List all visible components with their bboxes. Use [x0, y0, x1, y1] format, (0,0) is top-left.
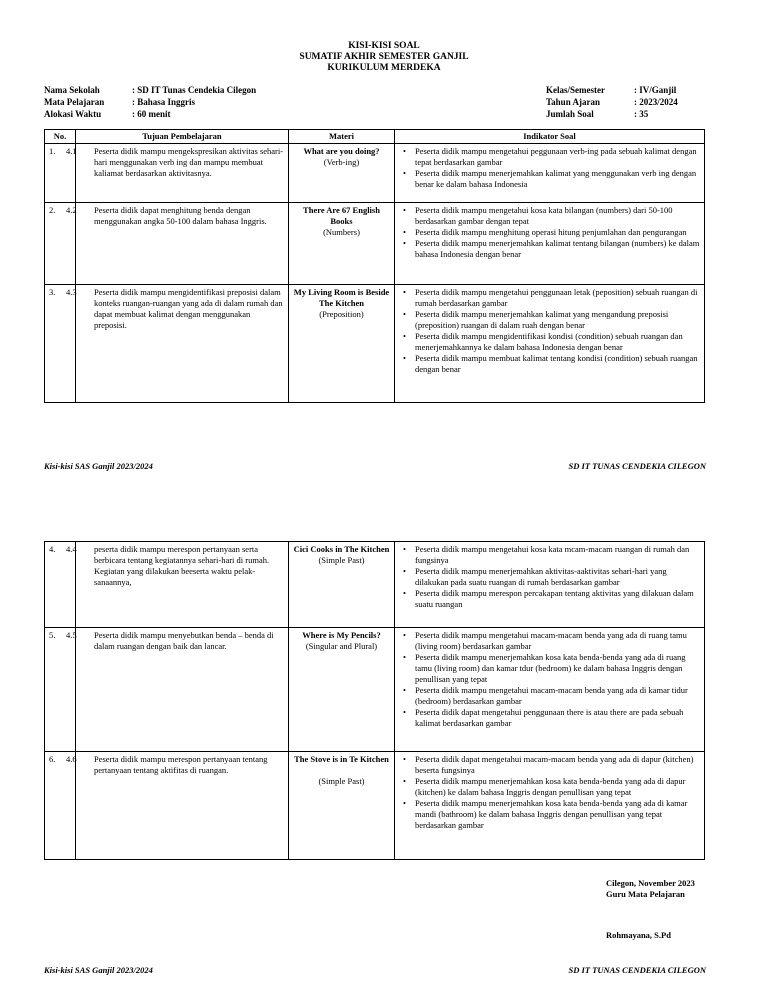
- tujuan-text: Peserta didik mampu mengekspresikan aktivitas sehari-hari menggunakan verb ing dan mampu membuat kaliamat berdasarkan aktivitasnya.: [94, 146, 284, 178]
- row-number: 5.: [45, 628, 76, 752]
- tujuan-text: Peserta didik mampu menyebutkan benda – benda di dalam ruangan dengan baik dan lancar.: [94, 630, 274, 651]
- tujuan-cell: [66, 542, 289, 628]
- signature-place-date: Cilegon, November 2023: [606, 878, 695, 888]
- tujuan-number: 4.3: [66, 287, 77, 297]
- indikator-cell: [395, 203, 705, 285]
- tujuan-cell: [66, 285, 289, 403]
- materi-title: Where is My Pencils?: [302, 630, 381, 640]
- info-right: [546, 84, 678, 120]
- row-number: 3.: [45, 285, 76, 403]
- row-number: 1.: [45, 144, 76, 203]
- info-value: : Bahasa Inggris: [132, 97, 196, 107]
- info-label: Nama Sekolah: [44, 85, 100, 95]
- materi-subtitle: (Numbers): [323, 227, 360, 237]
- indikator-item: • Peserta didik dapat mengetahui macam-macam benda yang ada di dapur (kitchen) beserta fungsinya: [415, 754, 700, 776]
- indikator-item: • Peserta didik mampu menerjemahkan kalimat yang mengandung preposisi (preposition) ruangan di dalam ruah dengan benar: [415, 309, 700, 331]
- table-row: [45, 203, 705, 285]
- kisi-table-page-2: [44, 541, 705, 860]
- info-value: : 60 menit: [132, 109, 171, 119]
- indikator-cell: [395, 144, 705, 203]
- materi-cell: [289, 542, 395, 628]
- materi-cell: [289, 203, 395, 285]
- indikator-item: • Peserta didik mampu mengetahui penggunaan letak (peposition) sebuah ruangan di rumah berdasarkan gambar: [415, 287, 700, 309]
- table-header-row: [45, 130, 705, 144]
- header-no: No.: [45, 130, 76, 144]
- signature-role: Guru Mata Pelajaran: [606, 889, 685, 899]
- tujuan-text: Peserta didik mampu mengidentifikasi preposisi dalam konteks ruangan-ruangan yang ada di dalam rumah dan dapat membuat kalimat dengan menggunakan preposisi.: [94, 287, 283, 330]
- row-number: 2.: [45, 203, 76, 285]
- indikator-item: • Peserta didik mampu menerjemahkan kalimat yang menggunakan verb ing dengan benar ke dalam bahasa Indonesia: [415, 168, 700, 190]
- info-label: Kelas/Semester: [546, 85, 605, 95]
- materi-title: There Are 67 English Books: [303, 205, 380, 226]
- tujuan-text: Peserta didik dapat menghitung benda dengan menggunakan angka 50-100 dalam bahasa Inggris.: [94, 205, 267, 226]
- indikator-item: • Peserta didik mampu menerjemahkan kalimat tentang bilangan (numbers) ke dalam bahasa Indonesia dengan benar: [415, 238, 700, 260]
- info-value: : IV/Ganjil: [634, 85, 677, 95]
- indikator-item: • Peserta didik mampu mengidentifikasi kondisi (condition) sebuah ruangan dan menerjemahkannya ke dalam bahasa Indonesia dengan benar: [415, 331, 700, 353]
- header-tujuan: Tujuan Pembelajaran: [76, 130, 289, 144]
- info-label: Mata Pelajaran: [44, 97, 105, 107]
- footer-left-page-1: Kisi-kisi SAS Ganjil 2023/2024: [44, 461, 153, 471]
- footer-right-page-1: SD IT TUNAS CENDEKIA CILEGON: [568, 461, 706, 471]
- materi-subtitle: (Simple Past): [318, 555, 365, 565]
- info-value: : SD IT Tunas Cendekia Cilegon: [132, 85, 257, 95]
- table-row: [45, 752, 705, 860]
- info-value: : 35: [634, 109, 649, 119]
- info-label: Tahun Ajaran: [546, 97, 600, 107]
- indikator-item: • Peserta didik mampu menerjemahkan kosa kata benda-benda yang ada di ruang tamu (living room) dan kamar tdur (bedroom) ke dalam bahasa Inggris dengan penullisan yang tepat: [415, 652, 700, 685]
- tujuan-number: 4.6: [66, 754, 77, 764]
- title-line-1: KISI-KISI SOAL: [348, 41, 420, 51]
- info-label: Jumlah Soal: [546, 109, 594, 119]
- materi-title: Cici Cooks in The Kitchen: [293, 544, 390, 554]
- row-number: 4.: [45, 542, 76, 628]
- indikator-cell: [395, 628, 705, 752]
- tujuan-text: Peserta didik mampu merespon pertanyaan tentang pertanyaan tentang aktifitas di ruangan.: [94, 754, 268, 775]
- document-title: [0, 41, 768, 74]
- table-row: [45, 285, 705, 403]
- indikator-item: • Peserta didik mampu mengetahui kosa kata mcam-macam ruangan di rumah dan fungsinya: [415, 544, 700, 566]
- footer-left-page-2: Kisi-kisi SAS Ganjil 2023/2024: [44, 965, 153, 975]
- table-row: [45, 144, 705, 203]
- indikator-item: • Peserta didik dapat mengetahui penggunaan there is atau there are pada sebuah kalimat berdasarkan gambar: [415, 707, 700, 729]
- title-line-2: SUMATIF AKHIR SEMESTER GANJIL: [299, 52, 469, 62]
- indikator-item: • Peserta didik mampu mengetahui macam-macam benda yang ada di kamar tidur (bedroom) berdasarkan gambar: [415, 685, 700, 707]
- indikator-item: • Peserta didik mampu mengetahui peggunaan verb-ing pada sebuah kalimat dengan tepat berdasarkan gambar: [415, 146, 700, 168]
- signature-block: [606, 878, 695, 941]
- tujuan-number: 4.2: [66, 205, 77, 215]
- indikator-item: • Peserta didik mampu menerjemahkan aktivitas-aaktivitas sehari-hari yang dilakukan pada suatu ruangan di rumah berdasarkan gambar: [415, 566, 700, 588]
- kisi-table-page-1: [44, 129, 705, 403]
- row-number: 6.: [45, 752, 76, 860]
- indikator-item: • Peserta didik mampu menerjemahkan kosa kata benda-benda yang ada di dapur (kitchen) ke dalam bahasa Inggris dengan penullisan yang tepat: [415, 776, 700, 798]
- info-label: Alokasi Waktu: [44, 109, 102, 119]
- table-row: [45, 628, 705, 752]
- indikator-cell: [395, 752, 705, 860]
- tujuan-number: 4.4: [66, 544, 77, 554]
- tujuan-cell: [66, 144, 289, 203]
- header-materi: Materi: [289, 130, 395, 144]
- tujuan-cell: [66, 203, 289, 285]
- indikator-cell: [395, 285, 705, 403]
- indikator-item: • Peserta didik mampu menerjemahkan kosa kata benda-benda yang ada di kamar mandi (bathroom) ke dalam bahasa Inggris dengan penullisan yang tepat berdasarkan gambar: [415, 798, 700, 831]
- materi-title: My Living Room is Beside The Kitchen: [293, 287, 390, 308]
- materi-cell: [289, 628, 395, 752]
- indikator-cell: [395, 542, 705, 628]
- table-row: [45, 542, 705, 628]
- materi-title: What are you doing?: [303, 146, 380, 156]
- info-value: : 2023/2024: [634, 97, 678, 107]
- footer-right-page-2: SD IT TUNAS CENDEKIA CILEGON: [568, 965, 706, 975]
- info-left: [44, 84, 256, 120]
- tujuan-text: peserta didik mampu merespon pertanyaan serta berbicara tentang kegiatannya sehari-hari di rumah. Kegiatan yang dilakukan beeserta waktu pelak-sanaannya,: [94, 544, 270, 587]
- materi-subtitle: (Singular and Plural): [305, 641, 378, 651]
- indikator-item: • Peserta didik mampu menghitung operasi hitung penjumlahan dan pengurangan: [415, 227, 700, 238]
- indikator-item: • Peserta didik mampu membuat kalimat tentang kondisi (condition) sebuah ruangan dengan benar: [415, 353, 700, 375]
- materi-subtitle: (Simple Past): [318, 776, 365, 786]
- title-line-3: KURIKULUM MERDEKA: [327, 63, 441, 73]
- materi-subtitle: (Verb-ing): [323, 157, 360, 167]
- materi-cell: [289, 752, 395, 860]
- materi-cell: [289, 285, 395, 403]
- tujuan-number: 4.1: [66, 146, 77, 156]
- indikator-item: • Peserta didik mampu merespon percakapan tentang aktivitas yang dilakuan dalam suatu ruangan: [415, 588, 700, 610]
- indikator-item: • Peserta didik mampu mengetahui macam-macam benda yang ada di ruang tamu (living room) berdasarkan gambar: [415, 630, 700, 652]
- indikator-item: • Peserta didik mampu mengetahui kosa kata bilangan (numbers) dari 50-100 berdasarkan gambar dengan tepat: [415, 205, 700, 227]
- tujuan-cell: [66, 628, 289, 752]
- tujuan-cell: [66, 752, 289, 860]
- materi-subtitle: (Preposition): [319, 309, 364, 319]
- materi-title: The Stove is in Te Kitchen: [294, 754, 389, 764]
- materi-cell: [289, 144, 395, 203]
- tujuan-number: 4.5: [66, 630, 77, 640]
- signature-name: Rohmayana, S.Pd: [606, 930, 671, 940]
- header-indikator: Indikator Soal: [395, 130, 705, 144]
